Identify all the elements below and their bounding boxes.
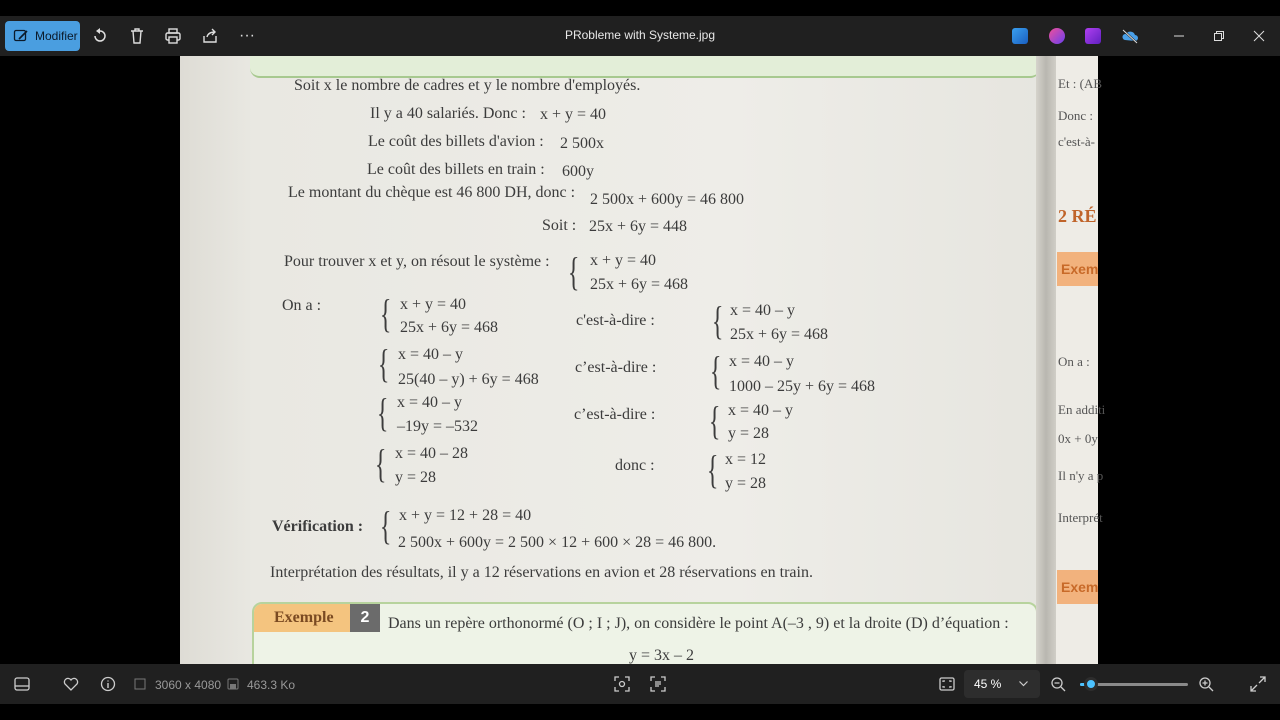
restore-icon[interactable] (1209, 26, 1229, 46)
dimensions-icon (132, 674, 148, 694)
line2-equation: 2 500x (560, 135, 604, 152)
step3r-brace: { (708, 398, 721, 443)
more-options-icon[interactable]: ··· (239, 27, 255, 44)
facing-text-5: En additi (1058, 402, 1106, 417)
step1r-brace: { (711, 298, 724, 343)
designer-icon[interactable] (1049, 28, 1065, 44)
example-text: Dans un repère orthonormé (O ; I ; J), on considère le point A(–3 , 9) et la droite (D) d’équation : (388, 615, 1009, 632)
system-eq-a: x + y = 40 (590, 252, 657, 269)
zoom-slider-thumb[interactable] (1084, 677, 1098, 691)
step2-brace: { (377, 341, 390, 386)
favorite-heart-icon[interactable] (61, 674, 81, 694)
on-a-label: On a : (282, 297, 322, 314)
bottom-black-band (0, 704, 1280, 720)
step4-eq-b: y = 28 (395, 469, 437, 486)
example-label-tab (254, 604, 354, 632)
status-bar (0, 664, 1280, 704)
image-viewer (0, 56, 1280, 664)
document-photo (180, 56, 1106, 664)
file-size-icon (225, 674, 241, 694)
close-icon[interactable] (1249, 26, 1269, 46)
fit-to-window-icon[interactable] (937, 674, 957, 694)
step2-connector: c’est-à-dire : (575, 359, 657, 376)
facing-text-6: 0x + 0y (1058, 431, 1098, 446)
facing-text-7: Il n'y a p (1058, 468, 1104, 483)
step4-brace: { (374, 441, 387, 486)
step2r-brace: { (709, 348, 722, 393)
step1r-eq-a: x = 40 – y (730, 302, 796, 319)
facing-example-tab-2: Exem (1057, 570, 1098, 604)
verification-eq-a: x + y = 12 + 28 = 40 (399, 507, 532, 524)
window-title: PRobleme with Systeme.jpg (564, 28, 716, 42)
zoom-level-value: 45 % (974, 677, 1002, 691)
minimize-icon[interactable] (1169, 26, 1189, 46)
line3-label: Le coût des billets en train : (367, 161, 545, 178)
photo-editor-icon[interactable] (1012, 28, 1028, 44)
text-scan-icon[interactable] (648, 674, 668, 694)
line5-equation: 25x + 6y = 448 (589, 218, 688, 235)
step2-eq-b: 25(40 – y) + 6y = 468 (398, 371, 539, 388)
step3-eq-a: x = 40 – y (397, 394, 463, 411)
step1-connector: c'est-à-dire : (576, 312, 655, 329)
facing-example-tab-1: Exem (1057, 252, 1098, 286)
step2-eq-a: x = 40 – y (398, 346, 464, 363)
step2r-eq-a: x = 40 – y (729, 353, 795, 370)
onedrive-icon[interactable] (1121, 28, 1137, 44)
system-brace: { (567, 249, 580, 294)
facing-heading: 2 RÉ (1058, 206, 1097, 226)
edit-button-label: Modifier (35, 29, 78, 43)
visual-search-icon[interactable] (612, 674, 632, 694)
verification-label: Vérification : (272, 518, 364, 535)
line4-equation: 2 500x + 600y = 46 800 (590, 191, 745, 208)
image-dimensions: 3060 x 4080 (155, 678, 222, 692)
title-bar (0, 16, 1280, 56)
step4r-eq-a: x = 12 (725, 451, 767, 468)
step4r-eq-b: y = 28 (725, 475, 767, 492)
line3-equation: 600y (562, 163, 594, 180)
example-label: Exemple (274, 609, 334, 626)
step3r-eq-b: y = 28 (728, 425, 770, 442)
zoom-out-icon[interactable] (1048, 674, 1068, 694)
facing-text-2: Donc : (1058, 108, 1094, 123)
step3r-eq-a: x = 40 – y (728, 402, 794, 419)
file-size: 463.3 Ko (247, 678, 296, 692)
previous-box-edge (250, 56, 1040, 78)
verification-brace: { (379, 503, 392, 548)
filmstrip-icon[interactable] (12, 674, 32, 694)
line2-label: Le coût des billets d'avion : (368, 133, 544, 150)
step4-eq-a: x = 40 – 28 (395, 445, 469, 462)
example-number: 2 (350, 604, 380, 632)
facing-text-3: c'est-à- (1058, 134, 1095, 149)
line5-label: Soit : (542, 217, 577, 234)
system-label: Pour trouver x et y, on résout le système : (284, 253, 550, 270)
line1-equation: x + y = 40 (540, 106, 607, 123)
verification-eq-b: 2 500x + 600y = 2 500 × 12 + 600 × 28 = 46 800. (398, 534, 717, 551)
step4r-brace: { (706, 447, 719, 492)
step1-brace: { (379, 291, 392, 336)
step3-brace: { (376, 390, 389, 435)
example-equation: y = 3x – 2 (629, 647, 695, 664)
chevron-down-icon (1019, 681, 1028, 687)
interpretation-line: Interprétation des résultats, il y a 12 réservations en avion et 28 réservations en train. (270, 564, 813, 581)
zoom-slider[interactable] (1080, 683, 1188, 686)
facing-text-1: Et : (AB (1058, 76, 1103, 91)
info-icon[interactable] (98, 674, 118, 694)
book-spine (1036, 56, 1056, 664)
step2r-eq-b: 1000 – 25y + 6y = 468 (729, 378, 876, 395)
zoom-level-dropdown[interactable] (964, 670, 1040, 698)
facing-text-4: On a : (1058, 354, 1090, 369)
facing-text-8: Interprét (1058, 510, 1103, 525)
clipchamp-icon[interactable] (1085, 28, 1101, 44)
fullscreen-icon[interactable] (1248, 674, 1268, 694)
intro-line: Soit x le nombre de cadres et y le nombre d'employés. (294, 77, 641, 94)
zoom-in-icon[interactable] (1196, 674, 1216, 694)
line4-label: Le montant du chèque est 46 800 DH, donc : (288, 184, 576, 201)
step1r-eq-b: 25x + 6y = 468 (730, 326, 829, 343)
step1-eq-b: 25x + 6y = 468 (400, 319, 499, 336)
line1-label: Il y a 40 salariés. Donc : (370, 105, 526, 122)
top-black-band (0, 0, 1280, 16)
step3-connector: c’est-à-dire : (574, 406, 656, 423)
system-eq-b: 25x + 6y = 468 (590, 276, 689, 293)
step3-eq-b: –19y = –532 (397, 418, 479, 435)
step1-eq-a: x + y = 40 (400, 296, 467, 313)
step4-connector: donc : (615, 457, 655, 474)
